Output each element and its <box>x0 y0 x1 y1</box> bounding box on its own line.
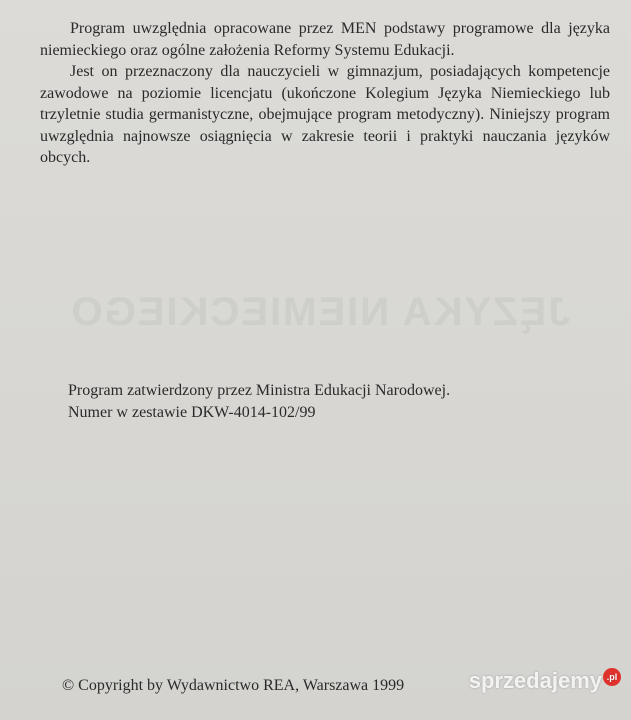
paragraph-curriculum: Program uwzględnia opracowane przez MEN podstawy programowe dla języka niemieckiego oraz ogólne założenia Reformy Systemu Edukacji. <box>40 20 610 59</box>
copyright-notice: © Copyright by Wydawnictwo REA, Warszawa 1999 <box>62 677 405 694</box>
intro-text <box>40 18 610 169</box>
watermark-badge: .pl <box>603 668 621 686</box>
watermark-text: sprzedajemy <box>468 668 602 693</box>
watermark-logo <box>469 668 621 694</box>
bleed-through-title: JĘZYKA NIEMIECKIEGO <box>69 290 571 334</box>
approval-number: Numer w zestawie DKW-4014-102/99 <box>68 404 316 421</box>
approval-note <box>68 380 588 424</box>
approval-line: Program zatwierdzony przez Ministra Edukacji Narodowej. <box>68 382 451 399</box>
paragraph-audience: Jest on przeznaczony dla nauczycieli w gimnazjum, posiadających kompetencje zawodowe na poziomie licencjatu (ukończone Kolegium Języka Niemieckiego lub trzyletnie studia germanistyczne, obejmujące program metodyczny). Niniejszy program uwzględnia najnowsze osiągnięcia w zakresie teorii i praktyki nauczania języków obcych. <box>40 63 610 166</box>
